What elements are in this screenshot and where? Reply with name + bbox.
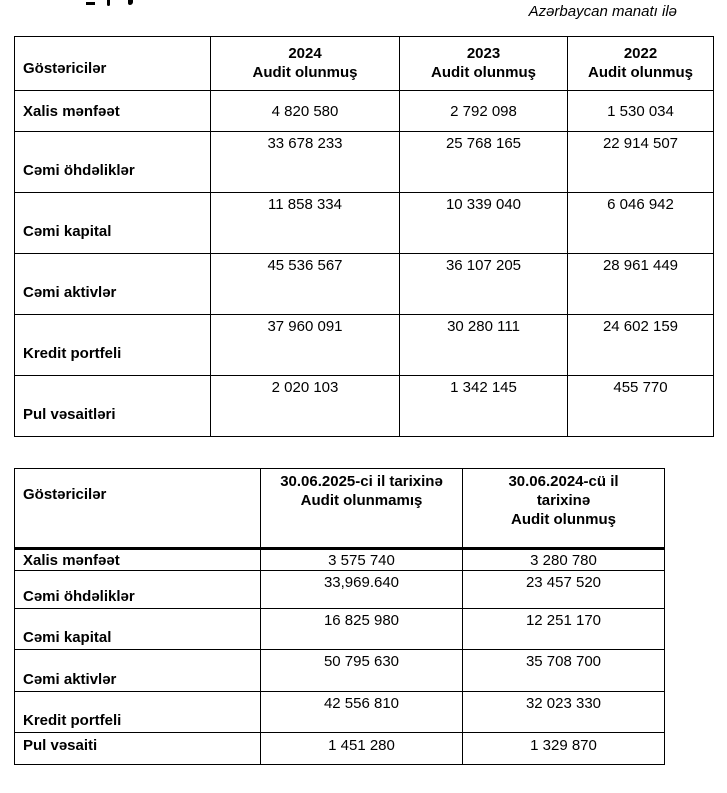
- value-2024: 1 329 870: [463, 733, 665, 765]
- value-2025: 3 575 740: [261, 549, 463, 571]
- year-label: 2023: [466, 44, 501, 62]
- table1-header-row: [15, 37, 714, 91]
- table2-column-header-2025: [261, 469, 463, 549]
- value-2025: 1 451 280: [261, 733, 463, 765]
- row-label: Pul vəsaiti: [15, 733, 261, 765]
- table-row-loan-portfolio: [15, 315, 714, 376]
- value-2023: 25 768 165: [400, 132, 568, 193]
- table-row-total-equity: [15, 193, 714, 254]
- value-2023: 1 342 145: [400, 376, 568, 437]
- value-2024: 45 536 567: [211, 254, 400, 315]
- table1-indicator-header: Göstəricilər: [15, 37, 211, 91]
- text-remnant: [107, 0, 110, 6]
- value-2022: 28 961 449: [568, 254, 714, 315]
- value-2024: 2 020 103: [211, 376, 400, 437]
- value-2023: 2 792 098: [400, 91, 568, 132]
- table-row-net-profit: [15, 91, 714, 132]
- value-2024: 35 708 700: [463, 650, 665, 692]
- table2-column-header-2024: [463, 469, 665, 549]
- table-row-total-liabilities: [15, 571, 665, 609]
- value-2024: 32 023 330: [463, 692, 665, 733]
- period-label: tarixinə: [536, 491, 591, 509]
- table-row-total-equity: [15, 609, 665, 650]
- value-2025: 16 825 980: [261, 609, 463, 650]
- row-label: Cəmi öhdəliklər: [15, 571, 261, 609]
- value-2025: 33,969.640: [261, 571, 463, 609]
- row-label: Cəmi aktivlər: [15, 650, 261, 692]
- table-row-cash: [15, 376, 714, 437]
- row-label: Cəmi kapital: [15, 609, 261, 650]
- table-row-total-assets: [15, 650, 665, 692]
- row-label: Kredit portfeli: [15, 315, 211, 376]
- audit-status-label: Audit olunmuş: [588, 63, 693, 81]
- value-2022: 6 046 942: [568, 193, 714, 254]
- table1-column-header-2024: [211, 37, 400, 91]
- year-label: 2022: [623, 44, 658, 62]
- value-2024: 11 858 334: [211, 193, 400, 254]
- table-row-loan-portfolio: [15, 692, 665, 733]
- table2-indicator-header: Göstəricilər: [15, 469, 261, 549]
- row-label: Xalis mənfəət: [15, 91, 211, 132]
- text-remnant: [128, 0, 133, 5]
- value-2022: 24 602 159: [568, 315, 714, 376]
- table-row-cash: [15, 733, 665, 765]
- audit-status-label: Audit olunmuş: [252, 63, 358, 81]
- value-2024: 23 457 520: [463, 571, 665, 609]
- value-2024: 12 251 170: [463, 609, 665, 650]
- table2-header-row: [15, 469, 665, 549]
- table-row-total-liabilities: [15, 132, 714, 193]
- value-2022: 1 530 034: [568, 91, 714, 132]
- row-label: Pul vəsaitləri: [15, 376, 211, 437]
- value-2024: 3 280 780: [463, 549, 665, 571]
- period-label: 30.06.2024-cü il: [508, 473, 619, 490]
- half-year-indicators-table: [14, 468, 665, 765]
- value-2023: 36 107 205: [400, 254, 568, 315]
- cropped-text-marks: [86, 0, 133, 7]
- value-2025: 50 795 630: [261, 650, 463, 692]
- value-2025: 42 556 810: [261, 692, 463, 733]
- table-row-total-assets: [15, 254, 714, 315]
- currency-note: Azərbaycan manatı ilə: [528, 3, 677, 20]
- audit-status-label: Audit olunmamış: [300, 491, 423, 509]
- value-2024: 33 678 233: [211, 132, 400, 193]
- table-row-net-profit: [15, 549, 665, 571]
- row-label: Cəmi aktivlər: [15, 254, 211, 315]
- row-label: Cəmi kapital: [15, 193, 211, 254]
- value-2024: 37 960 091: [211, 315, 400, 376]
- value-2023: 10 339 040: [400, 193, 568, 254]
- audit-status-label: Audit olunmuş: [431, 63, 536, 81]
- row-label: Xalis mənfəət: [15, 549, 261, 571]
- text-remnant: [86, 2, 95, 5]
- period-label: 30.06.2025-ci il tarixinə: [280, 473, 443, 490]
- table1-column-header-2022: [568, 37, 714, 91]
- table1-column-header-2023: [400, 37, 568, 91]
- row-label: Kredit portfeli: [15, 692, 261, 733]
- row-label: Cəmi öhdəliklər: [15, 132, 211, 193]
- year-label: 2024: [288, 44, 322, 62]
- value-2022: 22 914 507: [568, 132, 714, 193]
- audit-status-label: Audit olunmuş: [511, 510, 616, 528]
- annual-indicators-table: [14, 36, 714, 437]
- value-2023: 30 280 111: [400, 315, 568, 376]
- value-2022: 455 770: [568, 376, 714, 437]
- value-2024: 4 820 580: [211, 91, 400, 132]
